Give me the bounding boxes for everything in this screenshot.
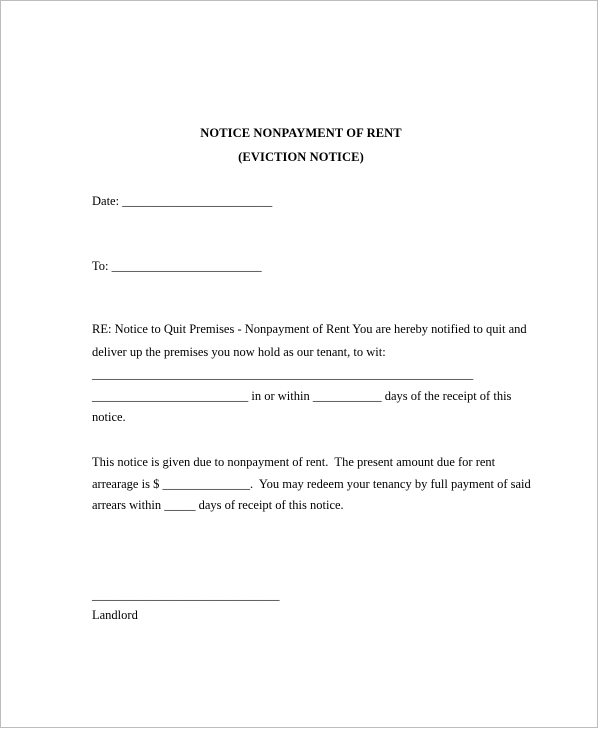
body-paragraph-line-3: arrears within _____ days of receipt of this notice. <box>92 498 344 512</box>
document-title: NOTICE NONPAYMENT OF RENT <box>200 126 402 140</box>
re-paragraph-line-2: deliver up the premises you now hold as our tenant, to wit: <box>92 345 386 359</box>
signature-line: ______________________________ <box>92 588 280 602</box>
re-paragraph-line-3: _____________________________________________________________ <box>92 367 474 381</box>
signature-label: Landlord <box>92 608 138 622</box>
date-field-line: Date: ________________________ <box>92 194 273 208</box>
body-paragraph-line-1: This notice is given due to nonpayment of rent. The present amount due for rent <box>92 455 496 469</box>
document-subtitle: (EVICTION NOTICE) <box>238 150 364 164</box>
re-paragraph-line-4: _________________________ in or within ___________ days of the receipt of this <box>92 389 512 403</box>
to-field-line: To: ________________________ <box>92 259 262 273</box>
re-paragraph-line-1: RE: Notice to Quit Premises - Nonpayment of Rent You are hereby notified to quit and <box>92 322 527 336</box>
body-paragraph-line-2: arrearage is $ ______________. You may redeem your tenancy by full payment of said <box>92 477 531 491</box>
re-paragraph-line-5: notice. <box>92 410 126 424</box>
